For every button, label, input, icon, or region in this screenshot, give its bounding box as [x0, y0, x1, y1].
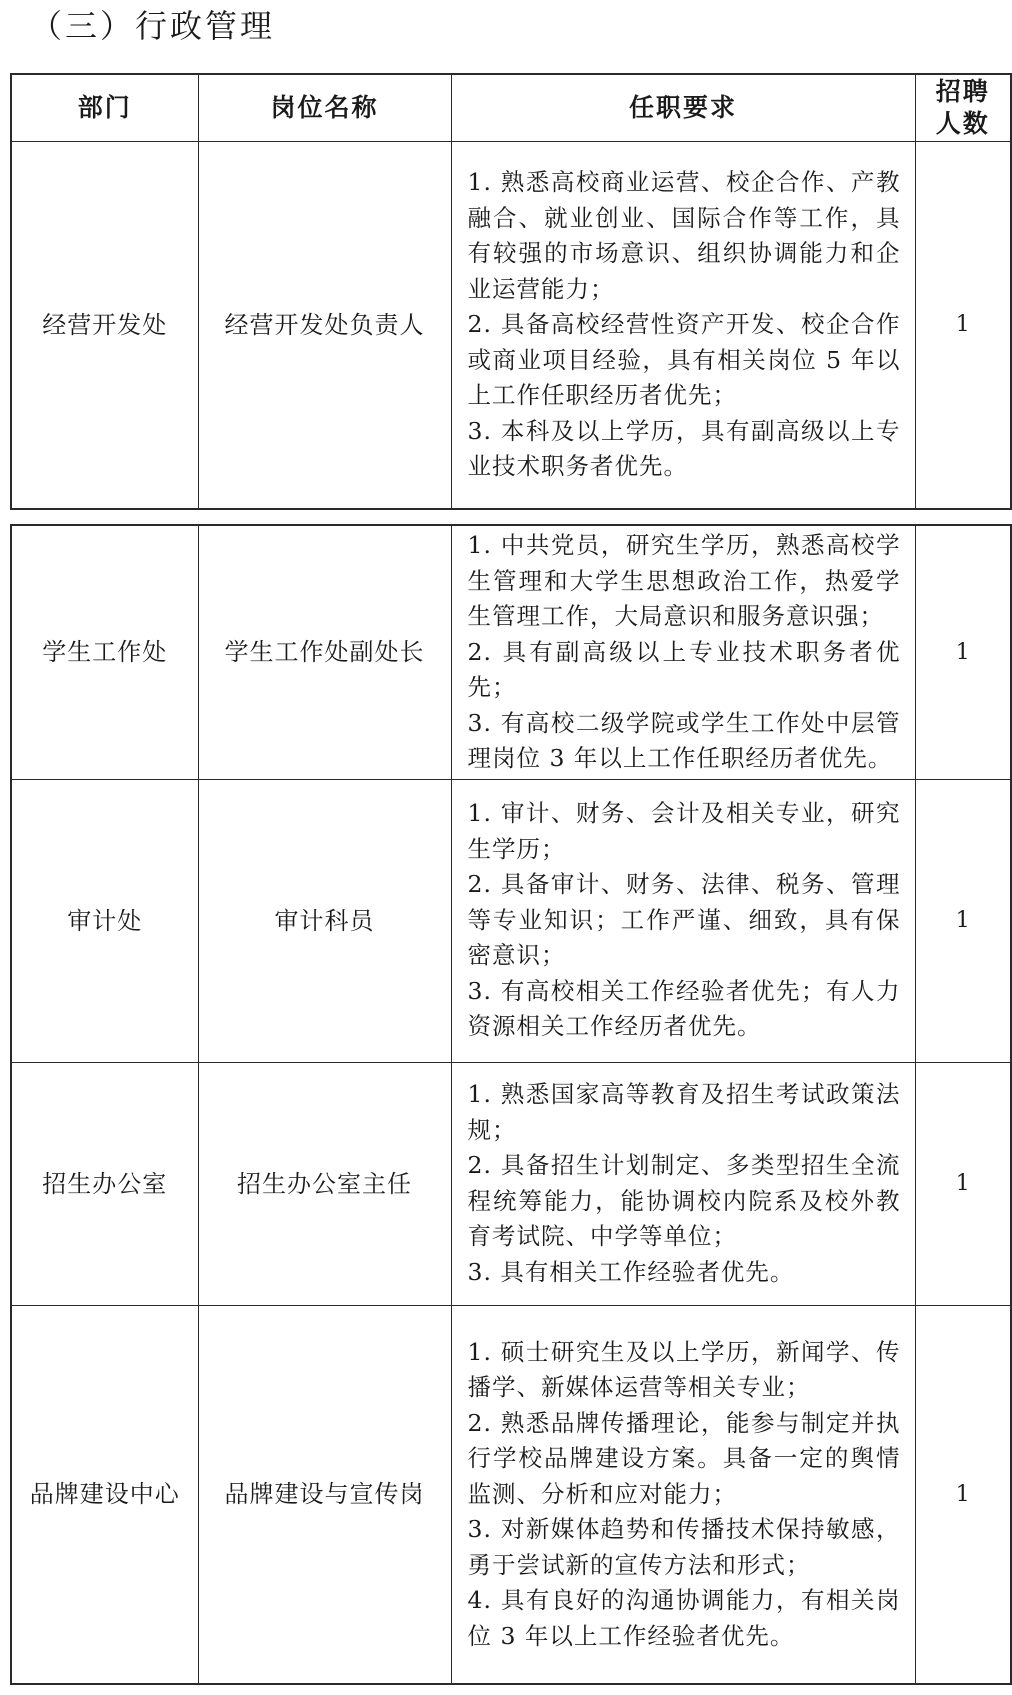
requirement-item: 1. 审计、财务、会计及相关专业，研究生学历； [467, 799, 901, 863]
requirements-cell [451, 141, 915, 508]
department-cell: 品牌建设中心 [12, 1305, 198, 1683]
requirement-item: 4. 具有良好的沟通协调能力，有相关岗位 3 年以上工作经验者优先。 [467, 1586, 901, 1650]
requirements-cell [451, 526, 915, 779]
headcount-cell: 1 [915, 779, 1010, 1062]
table-row [12, 141, 1010, 508]
requirement-item: 1. 熟悉国家高等教育及招生考试政策法规； [467, 1080, 901, 1144]
headcount-cell: 1 [915, 1062, 1010, 1305]
requirement-item: 3. 对新媒体趋势和传播技术保持敏感，勇于尝试新的宣传方法和形式； [467, 1515, 901, 1579]
table-row [12, 526, 1010, 779]
position-cell: 品牌建设与宣传岗 [198, 1305, 451, 1683]
requirement-item: 3. 具有相关工作经验者优先。 [467, 1257, 795, 1286]
department-cell: 经营开发处 [12, 141, 198, 508]
requirements-cell [451, 1062, 915, 1305]
header-headcount [915, 75, 1010, 141]
department-cell: 招生办公室 [12, 1062, 198, 1305]
header-department: 部门 [12, 75, 198, 141]
table-header-row [12, 75, 1010, 141]
recruitment-table [12, 75, 1010, 508]
table-row [12, 1305, 1010, 1683]
requirement-item: 2. 具备审计、财务、法律、税务、管理等专业知识；工作严谨、细致，具有保密意识； [467, 870, 901, 970]
requirements-cell [451, 1305, 915, 1683]
headcount-cell: 1 [915, 1305, 1010, 1683]
headcount-cell: 1 [915, 526, 1010, 779]
header-requirements: 任职要求 [451, 75, 915, 141]
section-title: （三）行政管理 [30, 7, 276, 45]
recruitment-table-part-1 [10, 73, 1012, 510]
requirement-item: 2. 具备招生计划制定、多类型招生全流程统筹能力，能协调校内院系及校外教育考试院、中学等单位； [467, 1151, 901, 1250]
position-cell: 招生办公室主任 [198, 1062, 451, 1305]
requirement-item: 2. 具备高校经营性资产开发、校企合作或商业项目经验，具有相关岗位 5 年以上工作任职经历者优先； [467, 310, 901, 409]
position-cell: 审计科员 [198, 779, 451, 1062]
recruitment-table [12, 526, 1010, 1683]
requirement-item: 2. 具有副高级以上专业技术职务者优先； [467, 637, 901, 701]
recruitment-table-part-2 [10, 524, 1012, 1685]
table-row [12, 779, 1010, 1062]
requirement-item: 1. 硕士研究生及以上学历，新闻学、传播学、新媒体运营等相关专业； [467, 1337, 901, 1401]
requirement-item: 3. 有高校二级学院或学生工作处中层管理岗位 3 年以上工作任职经历者优先。 [467, 708, 901, 772]
department-cell: 审计处 [12, 779, 198, 1062]
requirement-item: 2. 熟悉品牌传播理论，能参与制定并执行学校品牌建设方案。具备一定的舆情监测、分析和应对能力； [467, 1408, 901, 1508]
position-cell: 经营开发处负责人 [198, 141, 451, 508]
table-row [12, 1062, 1010, 1305]
header-headcount-label: 招聘人数 [935, 76, 990, 138]
requirement-item: 1. 中共党员，研究生学历，熟悉高校学生管理和大学生思想政治工作，热爱学生管理工作，大局意识和服务意识强； [467, 531, 901, 630]
requirements-cell [451, 779, 915, 1062]
requirement-item: 3. 有高校相关工作经验者优先；有人力资源相关工作经历者优先。 [467, 976, 901, 1041]
requirement-item: 3. 本科及以上学历，具有副高级以上专业技术职务者优先。 [467, 416, 901, 480]
position-cell: 学生工作处副处长 [198, 526, 451, 779]
header-position: 岗位名称 [198, 75, 451, 141]
department-cell: 学生工作处 [12, 526, 198, 779]
headcount-cell: 1 [915, 141, 1010, 508]
requirement-item: 1. 熟悉高校商业运营、校企合作、产教融合、就业创业、国际合作等工作，具有较强的市场意识、组织协调能力和企业运营能力； [467, 168, 901, 303]
